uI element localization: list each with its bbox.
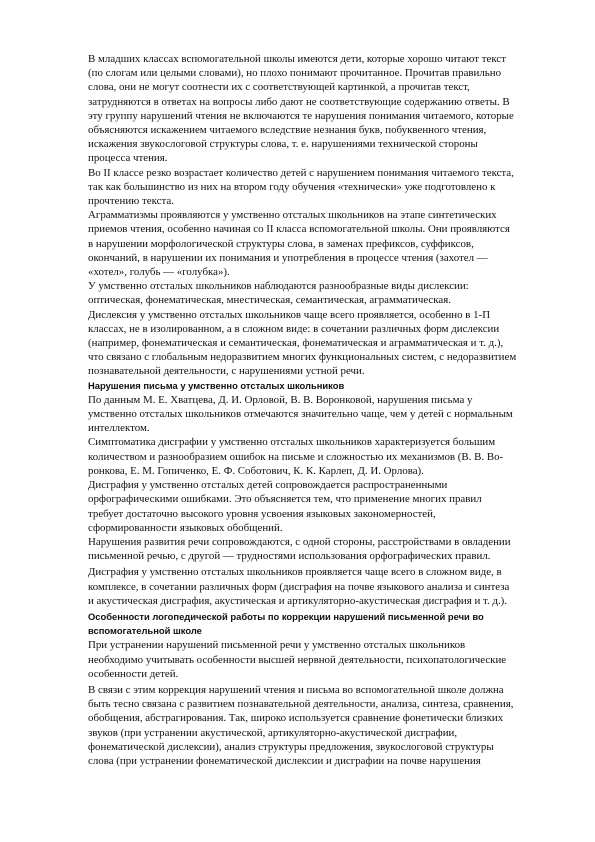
text-line: комплексе, в сочетании различных форм (дисграфия на почве языкового анализа и синтеза [88,580,510,593]
text-line: окончаний, в нарушении их понимания и употребления в процессе чтения (захотел — [88,251,488,264]
text-line: умственно отсталых школьников отмечаются значительно чаще, чем у детей с нормальным [88,408,513,421]
text-line: ронкова, Е. М. Гопиченко, Е. Ф. Соботович, К. К. Карлеп, Д. И. Орлова). [88,464,424,477]
text-line: прочтению текста. [88,195,174,208]
text-line: искажения звукослоговой структуры слова, т. е. нарушениями технической стороны [88,138,478,151]
text-line: объясняются искажением читаемого вследствие незнания букв, побуквенного чтения, [88,124,487,137]
text-line: По данным М. Е. Хватцева, Д. И. Орловой, В. В. Воронковой, нарушения письма у [88,393,473,406]
text-line: быть тесно связана с развитием познавательной деятельности, анализа, синтеза, сравнения, [88,698,514,711]
paragraph [88,478,520,535]
paragraph [88,208,520,279]
text-line: Аграмматизмы проявляются у умственно отсталых школьников на этапе синтетических [88,209,497,222]
text-line: слова (при устранении фонематической дислексии и дисграфии на почве нарушения [88,754,481,767]
text-line: необходимо учитывать особенности высшей нервной деятельности, психопатологические [88,653,507,666]
text-line: Симптоматика дисграфии у умственно отсталых школьников характеризуется большим [88,436,496,449]
text-line: звуков (при устранении акустической, артикуляторно-акустической дисграфии, [88,726,458,739]
text-line: «хотел», голубь — «голубка»). [88,266,230,279]
text-line: приемов чтения, особенно начиная со II класса вспомогательной школы. Они проявляются [88,223,510,236]
text-line: орфографическими ошибками. Это объясняется тем, что применение многих правил [88,493,482,506]
paragraph [88,535,520,563]
text-line: и акустическая дисграфия, акустическая и артикуляторно-акустическая дисграфия и т. д.). [88,594,508,607]
text-line: Нарушения развития речи сопровождаются, с одной стороны, расстройствами в овладении [88,535,511,548]
text-line: Дислексия у умственно отсталых школьников чаще всего проявляется, особенно в 1-П [88,308,491,321]
text-line: особенности детей. [88,667,179,680]
text-line: классах, не в изолированном, а в сложном виде: в сочетании различных форм дислексии [88,322,500,335]
text-line: фонематической дислексии), анализ структуры предложения, звукослоговой структуры [88,740,494,753]
text-line: что связано с глобальным недоразвитием многих функциональных систем, с недоразвитием [88,351,517,364]
section-heading [88,610,520,638]
document-page [88,52,520,768]
paragraph [88,638,520,681]
text-line: слова, они не могут соотнести их с соответствующей картинкой, а прочитав текст, [88,81,470,94]
text-line: Дисграфия у умственно отсталых детей сопровождается распространенными [88,479,448,492]
paragraph [88,683,520,768]
text-line: вспомогательной школе [88,625,202,637]
text-line: затрудняются в ответах на вопросы либо дают не соответствующие содержанию ответы. В [88,95,510,108]
text-line: требует достаточно высокого уровня усвоения языковых закономерностей, [88,507,436,520]
text-line: В связи с этим коррекция нарушений чтения и письма во вспомогательной школе должна [88,683,504,696]
text-line: При устранении нарушений письменной речи у умственно отсталых школьников [88,639,466,652]
text-line: в нарушении морфологической структуры слова, в заменах префиксов, суффиксов, [88,237,474,250]
paragraph [88,435,520,478]
text-line: обобщения, абстрагирования. Так, широко используется сравнение фонетически близких [88,712,504,725]
text-line: В младших классах вспомогательной школы имеются дети, которые хорошо читают текст [88,53,506,65]
paragraph [88,166,520,209]
paragraph [88,279,520,307]
text-line: количеством и разнообразием ошибок на письме и сложностью их механизмов (В. В. Во- [88,450,504,463]
text-line: сформированности языковых обобщений. [88,521,283,534]
text-line: Дисграфия у умственно отсталых школьников проявляется чаще всего в сложном виде, в [88,566,502,579]
text-line: эту группу нарушений чтения не включаются те нарушения понимания читаемого, которые [88,109,514,122]
text-line: (по слогам или целыми словами), но плохо понимают прочитанное. Прочитав правильно [88,67,502,80]
paragraph [88,308,520,379]
text-line: У умственно отсталых школьников наблюдаются разнообразные виды дислексии: [88,280,469,293]
paragraph [88,393,520,436]
text-line: Особенности логопедической работы по коррекции нарушений письменной речи во [88,610,484,622]
text-line: процесса чтения. [88,152,168,165]
paragraph [88,52,520,166]
paragraph [88,565,520,608]
text-line: оптическая, фонематическая, мнестическая, семантическая, аграмматическая. [88,294,451,307]
text-line: (например, фонематическая и семантическая, фонематическая и аграмматическая и т. д.), [88,337,504,350]
text-line: Во II классе резко возрастает количество детей с нарушением понимания читаемого текста, [88,166,514,179]
text-line: интеллектом. [88,422,150,435]
text-line: письменной речью, с другой — трудностями использования орфографических правил. [88,550,491,563]
text-line: познавательной деятельности, с нарушениями устной речи. [88,365,365,378]
section-heading [88,379,520,393]
text-line: Нарушения письма у умственно отсталых школьников [88,379,345,391]
text-line: так как большинство из них на втором году обучения «технически» уже подготовлено к [88,180,496,193]
